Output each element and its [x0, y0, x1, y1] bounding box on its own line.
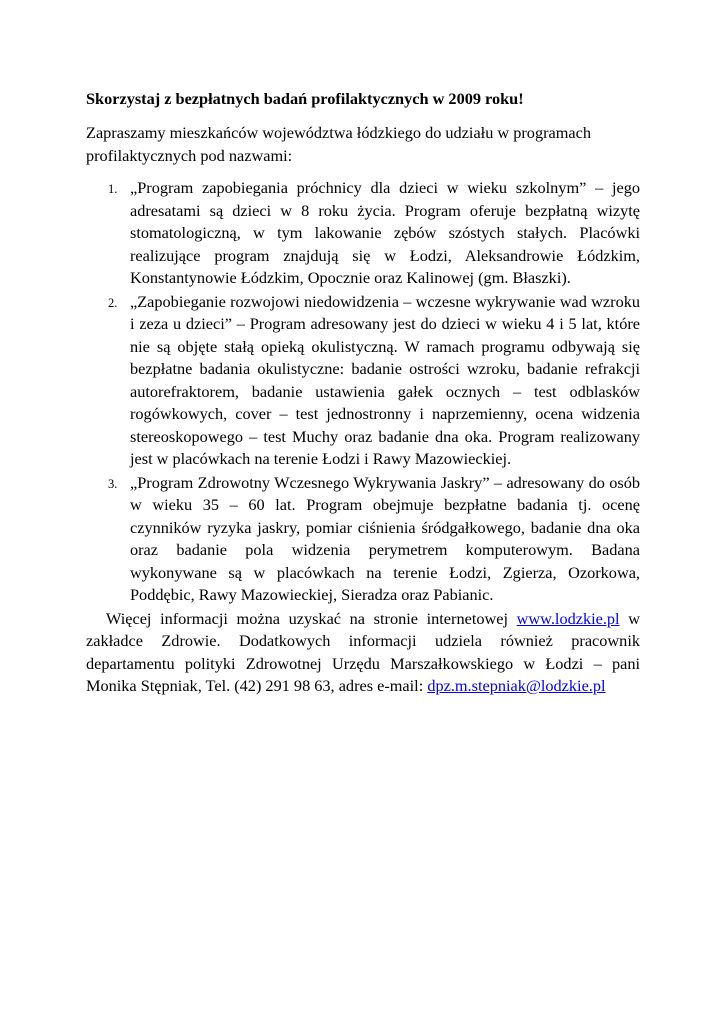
document-title: Skorzystaj z bezpłatnych badań profilaktycznych w 2009 roku! [86, 89, 524, 108]
list-item [86, 291, 640, 471]
program-list [86, 177, 640, 607]
list-item [86, 177, 640, 290]
list-item-number: 3. [108, 476, 118, 491]
contact-text-intro: Więcej informacji można uzyskać na stronie internetowej [106, 608, 517, 628]
website-link[interactable]: www.lodzkie.pl [516, 608, 620, 628]
intro-paragraph: Zapraszamy mieszkańców województwa łódzkiego do udziału w programach profilaktycznych pod nazwami: [86, 123, 591, 165]
email-link[interactable]: dpz.m.stepniak@lodzkie.pl [427, 676, 606, 695]
list-item-number: 2. [108, 295, 118, 310]
list-item-text: „Zapobieganie rozwojowi niedowidzenia – wczesne wykrywanie wad wzroku i zeza u dzieci” – Program adresowany jest do dzieci w wieku 4 i 5 lat, które nie są objęte stałą opieką okulistyczną. W ramach programu odbywają się bezpłatne badania okulistyczne: badanie ostrości wzroku, badanie refrakcji autorefraktorem, badanie ustawienia gałek ocznych – test odblasków rogówkowych, cover – test jednostronny i naprzemienny, ocena widzenia stereoskopowego – test Muchy oraz badanie dna oka. Program realizowany jest w placówkach na terenie Łodzi i Rawy Mazowieckiej. [130, 291, 640, 468]
contact-paragraph [86, 608, 640, 698]
list-item [86, 472, 640, 607]
list-item-text: „Program zapobiegania próchnicy dla dzieci w wieku szkolnym” – jego adresatami są dzieci w 8 roku życia. Program oferuje bezpłatną wizytę stomatologiczną, w tym lakowanie zębów szóstych stałych. Placówki realizujące program znajdują się w Łodzi, Aleksandrowie Łódzkim, Konstantynowie Łódzkim, Opocznie oraz Kalinowej (gm. Błaszki). [130, 178, 640, 287]
document-page [86, 88, 640, 698]
list-item-text: „Program Zdrowotny Wczesnego Wykrywania Jaskry” – adresowany do osób w wieku 35 – 60 lat. Program obejmuje bezpłatne badania tj. ocenę czynników ryzyka jaskry, pomiar ciśnienia śródgałkowego, badanie dna oka oraz badanie pola widzenia perymetrem komputerowym. Badana wykonywane są w placówkach na terenie Łodzi, Zgierza, Ozorkowa, Poddębic, Rawy Mazowieckiej, Sieradza oraz Pabianic. [130, 472, 640, 604]
list-item-number: 1. [108, 182, 118, 196]
contact-text-details: w zakładce Zdrowie. Dodatkowych informacji udziela również pracownik departamentu polityki Zdrowotnej Urzędu Marszałkowskiego w Łodzi – pani Monika Stępniak, Tel. (42) 291 98 63, adres e-mail: [86, 608, 640, 695]
